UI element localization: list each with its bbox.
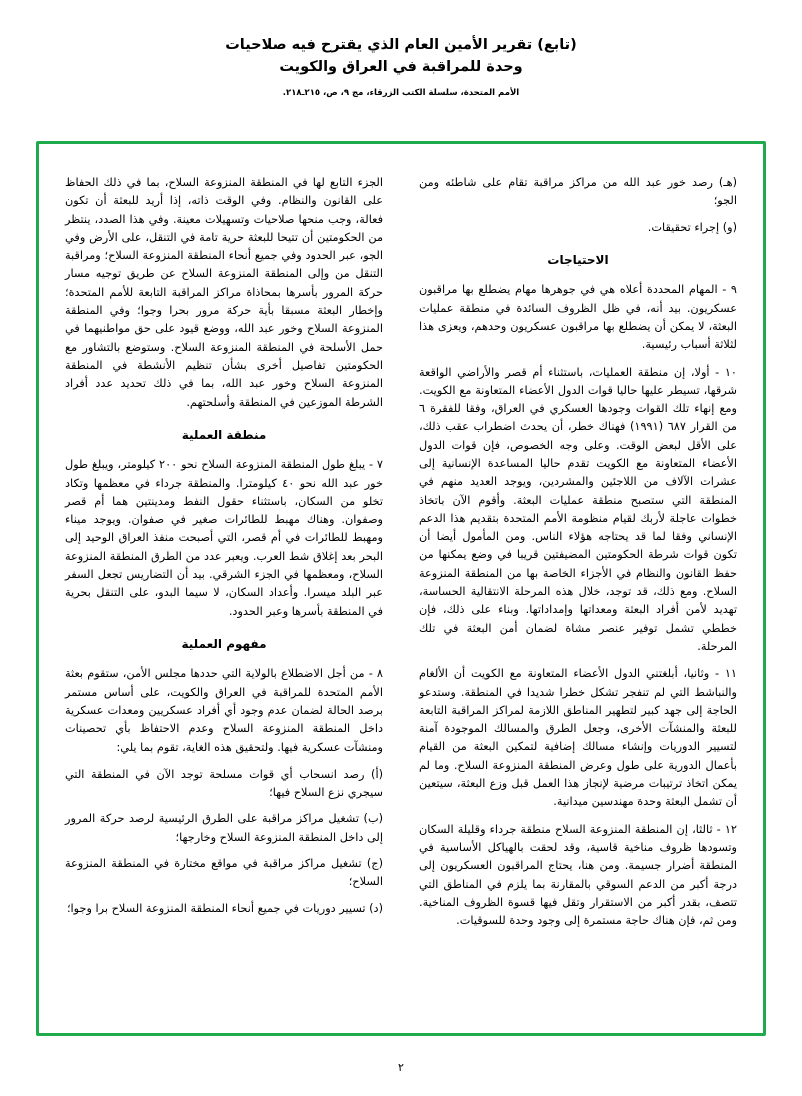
paragraph-12: ١٢ - ثالثا، إن المنطقة المنزوعة السلاح منطقة جرداء وقليلة السكان وتسودها ظروف مناخية قاسية، وقد لحقت بالهياكل الأساسية في المنطقة أضرار جسيمة. ومن هنا، يحتاج المراقبون العسكريون إلى درجة أكبر من الدعم السوقي بالمقارنة بما يلزم في المناطق التي تتصف، بقدر أكبر من الاستقرار وتقل فيها قسوة الظروف المناخية. ومن ثم، فإن هناك حاجة مستمرة إلى وجود وحدة للسوقيات. — [419, 822, 737, 928]
paragraph-11: ١١ - وثانيا، أبلغتني الدول الأعضاء المتعاونة مع الكويت أن الألغام والنباشط التي لم تنفجر تشكل خطرا شديدا في المنطقة. وستدعو الحاجة إلى جهد كبير لتطهير المناطق اللازمة لمراكز المراقبة التابعة للبعثة والمنشآت الأخرى، وجعل الطرق والمسالك الموجودة آمنة لتسيير الدوريات وإنشاء مسالك إضافية لتمكين البعثة من القيام بأعمال الدورية على طول وعرض المنطقة المنزوعة السلاح. وما لم يمكن اتخاذ ترتيبات مرضية لإنجاز هذا العمل قبل وزع البعثة، سيتعين أن تشمل البعثة وحدة مهندسين ميدانية. — [419, 667, 737, 809]
two-column-body — [65, 174, 737, 1023]
document-title-line-2: وحدة للمراقبة في العراق والكويت — [279, 59, 523, 76]
paragraph-7: ٧ - يبلغ طول المنطقة المنزوعة السلاح نحو ٢٠٠ كيلومتر، ويبلغ طول خور عبد الله نحو ٤٠ كيلومترا. والمنطقة جرداء في معظمها وتكاد تخلو من السكان، باستثناء حقول النفط ومدينتين هما أم قصر وصفوان. وهناك مهبط للطائرات صغير في صفوان. ويوجد ميناء ومهبط للطائرات في أم قصر، التي أصبحت منفذ العراق الوحيد إلى البحر بعد إغلاق شط العرب. ويعبر عدد من الطرق المنطقة المنزوعة السلاح، ومعظمها في الجزء الشرقي. بيد أن التضاريس تجعل السفر عبر البلد ميسرا. وأعداد السكان، لا سيما البدو، على التنقل بحرية في المنطقة بأسرها وعبر الحدود. — [65, 458, 383, 618]
paragraph-10: ١٠ - أولا، إن منطقة العمليات، باستثناء أم قصر والأراضي الواقعة شرقها، تسيطر عليها حاليا قوات الدول الأعضاء المتعاونة مع الكويت. ومع إنهاء تلك القوات وجودها العسكري في العراق، وفقا للفقرة ٦ من القرار ٦٨٧ (١٩٩١) فهناك خطر، أن يحدث اضطراب عقب ذلك، على الأقل لبعض الوقت. وعلى وجه الخصوص، فإن قوات الدول الأعضاء المتعاونة مع الكويت تقدم حاليا المساعدة الإنسانية إلى عشرات الآلاف من اللاجئين والمشردين، ويوجد العديد منهم في المنطقة التي ستصبح منطقة عمليات البعثة. وأقوم الآن باتخاذ خطوات عاجلة لأربك لقيام منظومة الأمم المتحدة بتقديم هذا الدعم الإنساني وفقا لما قد يحتاجه هؤلاء الناس. ومن المأمول أيضا أن تكون قوات شرطة الحكومتين المضيفتين قريبا في وضع يمكنها من حفظ القانون والنظام في الأجزاء الخاصة بها من المنطقة المنزوعة السلاح. ومع ذلك، قد توجد، خلال هذه المرحلة الانتقالية الحساسة، تهديد لأمن أفراد البعثة ومعداتها وإمداداتها. وبناء على ذلك، فإن خططي تشمل توفير عنصر مشاة لضمان أمن البعثة في تلك المرحلة. — [419, 365, 737, 653]
section-heading-needs: الاحتياجات — [547, 252, 609, 267]
paragraph-9: ٩ - المهام المحددة أعلاه هي في جوهرها مهام يضطلع بها مراقبون عسكريون. بيد أنه، في ظل الظروف السائدة في منطقة عمليات البعثة، لا يمكن أن يضطلع بها مراقبون عسكريون وحدهم، ويعزى هذا لثلاثة أسباب رئيسية. — [419, 283, 737, 352]
list-item: (د) تسيير دوريات في جميع أنحاء المنطقة المنزوعة السلاح برا وجوا؛ — [66, 901, 383, 915]
list-item: (و) إجراء تحقيقات. — [647, 220, 737, 234]
list-item: (هـ) رصد خور عبد الله من مراكز مراقبة تقام على شاطئه ومن الجو؛ — [419, 176, 737, 208]
document-title-line-1: (تابع) تقرير الأمين العام الذي يقترح فيه صلاحيات — [225, 37, 577, 53]
column-right — [419, 174, 737, 1023]
list-item: (أ) رصد انسحاب أي قوات مسلحة توجد الآن في المنطقة التي سيجري نزع السلاح فيها؛ — [65, 767, 383, 800]
page-number: ٢ — [398, 1061, 404, 1074]
section-heading-operation-concept: مفهوم العملية — [181, 636, 267, 651]
paragraph-8: ٨ - من أجل الاضطلاع بالولاية التي حددها مجلس الأمن، ستقوم بعثة الأمم المتحدة للمراقبة في العراق والكويت، على أساس مستمر برصد الحالة لضمان عدم وجود أي أفراد عسكريين ومعدات عسكرية داخل المنطقة المنزوعة السلاح وعدم الاحتفاظ بأي تحصينات ومنشآت عسكرية فيها. ولتحقيق هذه الغاية، تقوم بما يلي: — [65, 667, 383, 754]
content-frame-border — [36, 141, 766, 1036]
paragraph-intro-continued: الجزء التابع لها في المنطقة المنزوعة السلاح، بما في ذلك الحفاظ على القانون والنظام. وفي الوقت ذاته، إذا أريد للبعثة أن تكون فعالة، وجب منحها صلاحيات وتسهيلات معينة. وفي هذا الصدد، ينتظر من الحكومتين أن تتيحا للبعثة حرية تامة في التنقل، على الأرض وفي الجو، عبر الحدود وفي جميع أنحاء المنطقة المنزوعة السلاح؛ ومراقبة التنقل من وإلى المنطقة المنزوعة السلاح عن طريق توجيه مسار حركة المرور بأسرها بمحاذاة مراكز المراقبة التابعة للأمم المتحدة؛ وإخطار البعثة مسبقا بأية حركة مرور بحرا وجوا؛ وفي المنطقة المنزوعة السلاح وخور عبد الله، ووضع قيود على حق مواطنيهما في حمل الأسلحة في المنطقة المنزوعة السلاح. وستوضع بالتشاور مع الحكومتين تفاصيل أخرى بشأن تنظيم الأنشطة في المنطقة المنزوعة السلاح وخور عبد الله، بما في ذلك تحديد عدد أفراد الشرطة الموزعين في المنطقة وأسلحتهم. — [65, 176, 383, 409]
list-item: (ج) تشغيل مراكز مراقبة في مواقع مختارة في المنطقة المنزوعة السلاح؛ — [65, 857, 383, 889]
column-left — [65, 174, 383, 1023]
list-item: (ب) تشغيل مراكز مراقبة على الطرق الرئيسية لرصد حركة المرور إلى داخل المنطقة المنزوعة السلاح وخارجها؛ — [65, 812, 383, 844]
document-source-note: الأمم المتحدة، سلسلة الكتب الزرقاء، مج ٩، ص، ٢١٥ـ٢١٨. — [282, 87, 520, 98]
section-heading-operation-area: منطقة العملية — [181, 427, 267, 442]
document-header — [34, 34, 768, 98]
